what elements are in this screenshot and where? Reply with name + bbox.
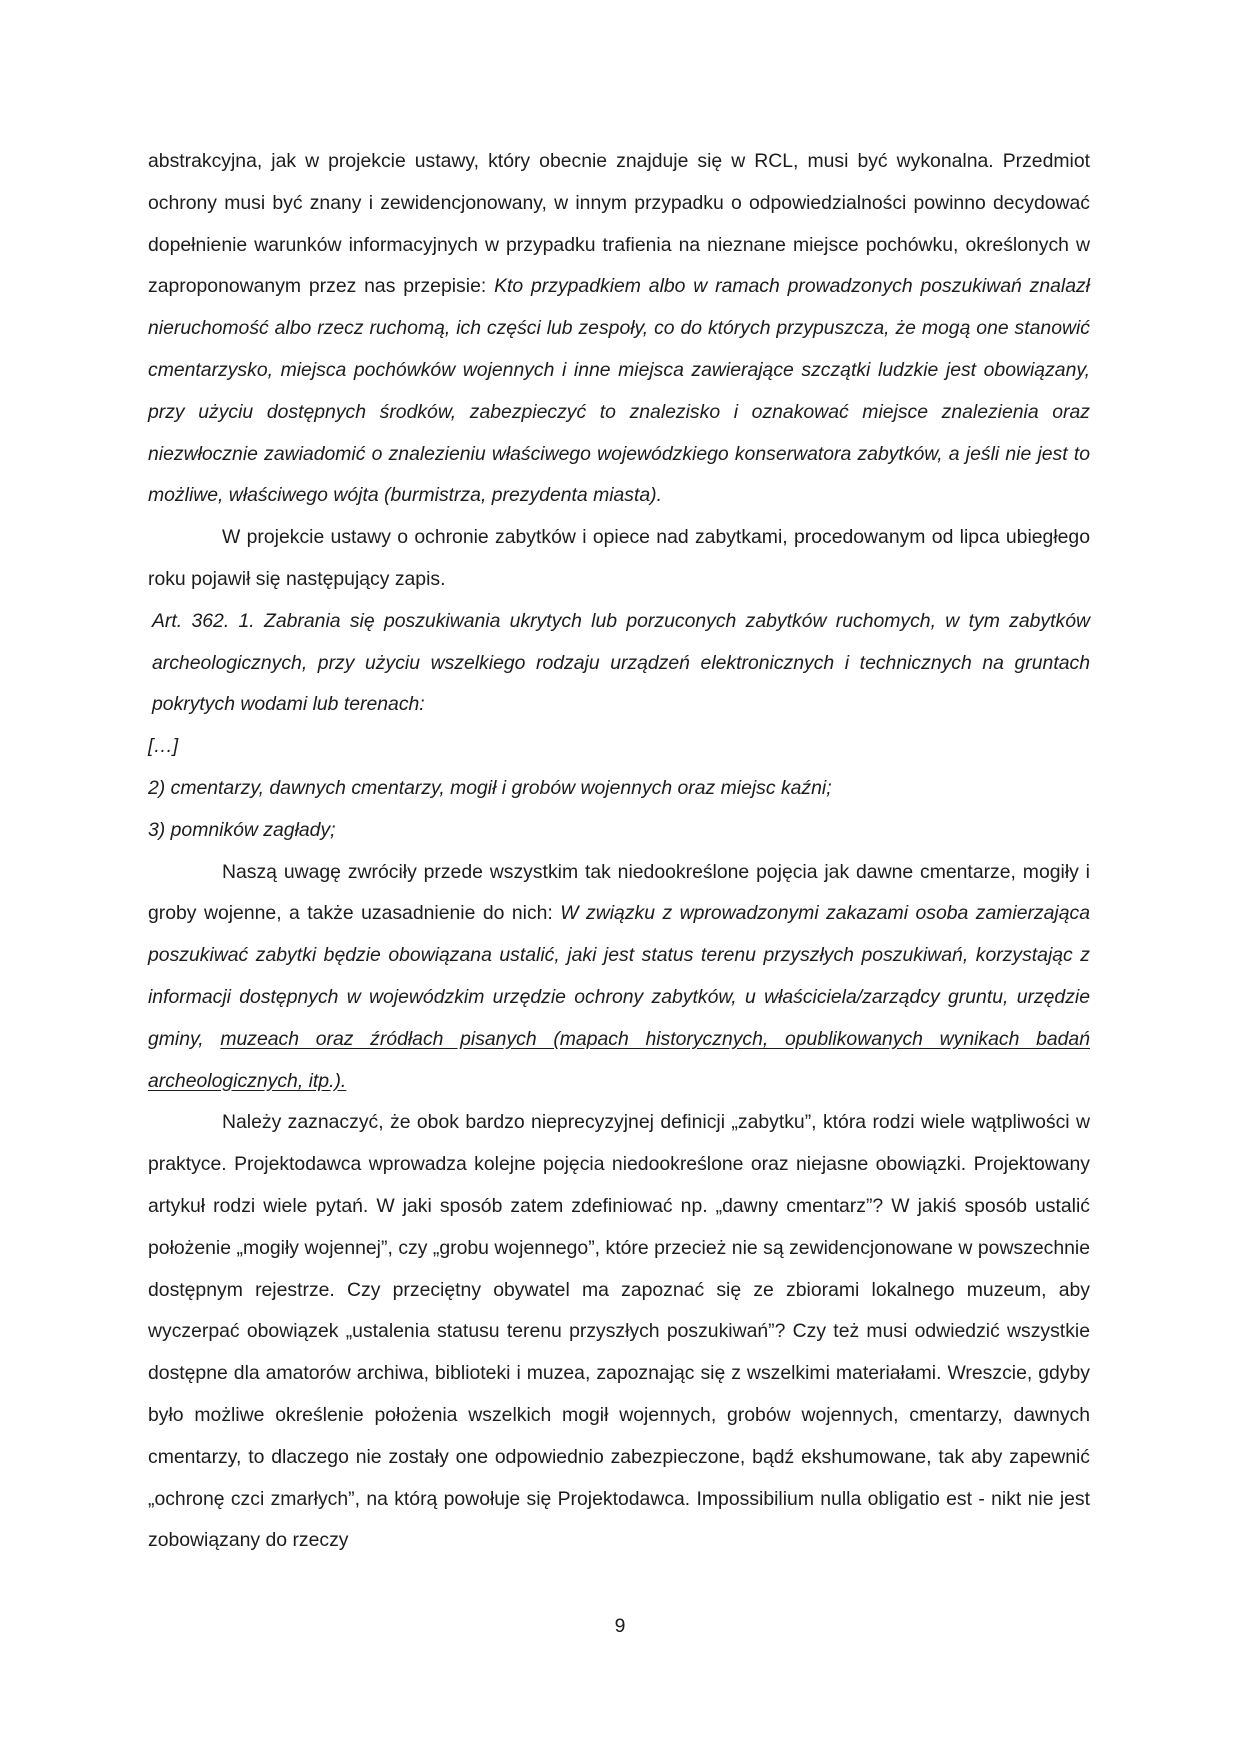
paragraph-2: W projekcie ustawy o ochronie zabytków i opiece nad zabytkami, procedowanym od lipca ubiegłego roku pojawił się następujący zapis. — [148, 526, 1090, 590]
paragraph-3 — [148, 852, 1090, 1103]
article-item-3: 3) pomników zagłady; — [148, 818, 336, 841]
article-ellipsis: […] — [148, 735, 179, 758]
article-lead: Art. 362. 1. Zabrania się poszukiwania ukrytych lub porzuconych zabytków ruchomych, w tym zabytków archeologicznych, przy użyciu wszelkiego rodzaju urządzeń elektronicznych i technicznych na gruntach pokrytych wodami lub terenach: — [152, 609, 1090, 716]
document-body — [148, 141, 1090, 1562]
paragraph-1 — [148, 141, 1090, 517]
paragraph-3-quote: W związku z wprowadzonymi zakazami osoba zamierzająca poszukiwać zabytki będzie obowiązana ustalić, jaki jest status terenu przyszłych poszukiwań, korzystając z informacji dostępnych w wojewódzkim urzędzie ochrony zabytków, u właściciela/zarządcy gruntu, urzędzie gminy, — [148, 902, 1090, 1050]
article-item-2: 2) cmentarzy, dawnych cmentarzy, mogił i grobów wojennych oraz miejsc kaźni; — [148, 776, 832, 799]
paragraph-3-text: Naszą uwagę zwróciły przede wszystkim tak niedookreślone pojęcia jak dawne cmentarze, mogiły i groby wojenne, a także uzasadnienie do nich: — [148, 860, 1090, 925]
paragraph-1-quote: Kto przypadkiem albo w ramach prowadzonych poszukiwań znalazł nieruchomość albo rzecz ruchomą, ich części lub zespoły, co do których przypuszcza, że mogą one stanowić cmentarzysko, miejsca pochówków wojennych i inne miejsca zawierające szczątki ludzkie jest obowiązany, przy użyciu dostępnych środków, zabezpieczyć to znalezisko i oznakować miejsce znalezienia oraz niezwłocznie zawiadomić o znalezieniu właściwego wojewódzkiego konserwatora zabytków, a jeśli nie jest to możliwe, właściwego wójta (burmistrza, prezydenta miasta). — [148, 275, 1090, 507]
paragraph-1-text: abstrakcyjna, jak w projekcie ustawy, który obecnie znajduje się w RCL, musi być wykonalna. Przedmiot ochrony musi być znany i zewidencjonowany, w innym przypadku o odpowiedzialności powinno decydować dopełnienie warunków informacyjnych w przypadku trafienia na nieznane miejsce pochówku, określonych w zaproponowanym przez nas przepisie: — [148, 150, 1090, 298]
page-number: 9 — [614, 1615, 626, 1637]
paragraph-3-quote-underlined: muzeach oraz źródłach pisanych (mapach historycznych, opublikowanych wynikach badań archeologicznych, itp.). — [148, 1027, 1090, 1092]
paragraph-4: Należy zaznaczyć, że obok bardzo nieprecyzyjnej definicji „zabytku”, która rodzi wiele wątpliwości w praktyce. Projektodawca wprowadza kolejne pojęcia niedookreślone oraz niejasne obowiązki. Projektowany artykuł rodzi wiele pytań. W jaki sposób zatem zdefiniować np. „dawny cmentarz”? W jakiś sposób ustalić położenie „mogiły wojennej”, czy „grobu wojennego”, które przecież nie są zewidencjonowane w powszechnie dostępnym rejestrze. Czy przeciętny obywatel ma zapoznać się ze zbiorami lokalnego muzeum, aby wyczerpać obowiązek „ustalenia statusu terenu przyszłych poszukiwań”? Czy też musi odwiedzić wszystkie dostępne dla amatorów archiwa, biblioteki i muzea, zapoznając się z wszelkimi materiałami. Wreszcie, gdyby było możliwe określenie położenia wszelkich mogił wojennych, grobów wojennych, cmentarzy, dawnych cmentarzy, to dlaczego nie zostały one odpowiednio zabezpieczone, bądź ekshumowane, tak aby zapewnić „ochronę czci zmarłych”, na którą powołuje się Projektodawca. Impossibilium nulla obligatio est - nikt nie jest zobowiązany do rzeczy — [148, 1111, 1090, 1552]
